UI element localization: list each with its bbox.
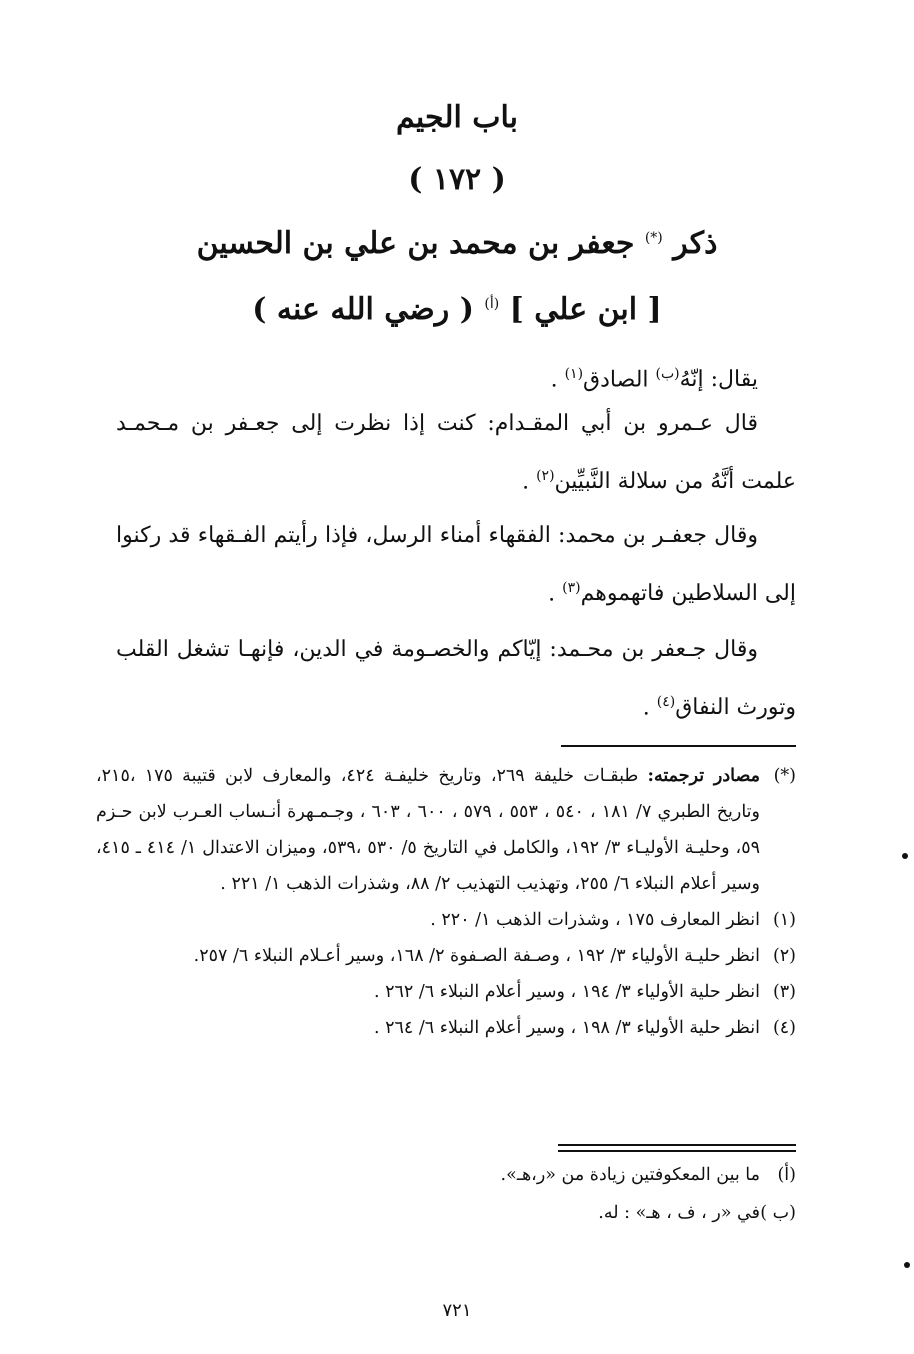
footnote-marker: (٢) <box>536 468 555 484</box>
scan-mark <box>904 1262 910 1268</box>
heading-name: جعفر بن محمد بن علي بن الحسين <box>196 226 635 261</box>
scan-mark <box>902 853 908 859</box>
variant-note-b <box>96 1194 796 1232</box>
footnote-number: (١) <box>772 910 796 930</box>
variant-text: في «ر ، ف ، هـ» : له. <box>598 1203 760 1223</box>
variant-separator <box>558 1144 796 1152</box>
footnote-sources <box>96 758 796 902</box>
variant-marker: (أ) <box>484 296 500 312</box>
footnote-text: انظر حلية الأولياء ٣/ ١٩٨ ، وسير أعلام النبلاء ٦/ ٢٦٤ . <box>373 1018 760 1038</box>
footnote-text: انظر حليـة الأولياء ٣/ ١٩٢ ، وصـفة الصـفوة ٢/ ١٦٨، وسير أعـلام النبلاء ٦/ ٢٥٧. <box>193 946 760 966</box>
entry-heading-line2 <box>0 292 914 327</box>
heading-addition: [ ابن علي ] <box>509 292 662 327</box>
heading-word: ذكر <box>673 226 718 261</box>
footnote-3 <box>96 974 796 1010</box>
variant-text: ما بين المعكوفتين زيادة من «ر،هـ». <box>500 1165 760 1185</box>
paragraph-end: . <box>550 367 558 393</box>
chapter-title: باب الجيم <box>395 100 519 135</box>
paragraph-3-text: وقال جعفـر بن محمد: الفقهاء أمناء الرسل، فإذا رأيتم الفـقهاء قد ركنوا إلى السلاطين فاتهموهم <box>116 523 796 607</box>
footnote-1 <box>96 902 796 938</box>
heading-blessing: ( رضي الله عنه ) <box>252 292 474 327</box>
variant-number: (أ) <box>777 1165 796 1185</box>
footnote-lead: مصادر ترجمته: <box>647 766 761 786</box>
paragraph-2 <box>116 398 796 508</box>
footnote-2 <box>96 938 796 974</box>
variant-note-a <box>96 1156 796 1194</box>
footnote-text: انظر المعارف ١٧٥ ، وشذرات الذهب ١/ ٢٢٠ . <box>430 910 760 930</box>
entry-number: ( ١٧٢ ) <box>408 162 506 197</box>
variant-number: (ب ) <box>760 1203 796 1223</box>
footnote-number: (٢) <box>772 946 796 966</box>
footnote-number: (*) <box>773 766 796 786</box>
source-note-marker: (*) <box>644 230 663 246</box>
entry-heading-line1 <box>0 226 914 261</box>
footnote-marker: (١) <box>564 366 584 382</box>
paragraph-end: . <box>642 695 650 721</box>
paragraph-4-text: وقال جـعفر بن محـمد: إيّاكم والخصـومة في الدين، فإنهـا تشغل القلب وتورث النفاق <box>116 637 796 721</box>
paragraph-3 <box>116 510 796 620</box>
paragraph-end: . <box>522 469 530 495</box>
footnote-marker: (٣) <box>562 580 581 596</box>
page-number: ٧٢١ <box>442 1300 472 1321</box>
paragraph-2-text: قال عـمرو بن أبي المقـدام: كنت إذا نظرت إلى جعـفر بن مـحمـد علمت أنَّهُ من سلالة النَّبيِّين <box>116 411 796 495</box>
footnote-number: (٣) <box>772 982 796 1002</box>
footnote-4 <box>96 1010 796 1046</box>
paragraph-1-text: يقال: إنّهُ <box>679 367 758 393</box>
paragraph-end: . <box>548 581 556 607</box>
footnote-text: طبقـات خليفة ٢٦٩، وتاريخ خليفـة ٤٢٤، والمعارف لابن قتيبة ١٧٥ ،٢١٥، وتاريخ الطبري ٧/ ١٨١ ، ٥٤٠ ، ٥٥٣ ، ٥٧٩ ، ٦٠٠ ، ٦٠٣ ، وجـمـهرة أنـساب العـرب لابن حـزم ٥٩، وحليـة الأوليـاء ٣/ ١٩٢، والكامل في التاريخ ٥/ ٥٣٠ ،٥٣٩، وميزان الاعتدال ١/ ٤١٤ ـ ٤١٥، وسير أعلام النبلاء ٦/ ٢٥٥، وتهذيب التهذيب ٢/ ٨٨، وشذرات الذهب ١/ ٢٢١ . <box>96 766 761 894</box>
footnotes <box>96 758 796 1046</box>
paragraph-1-text-b: الصادق <box>583 367 649 393</box>
footnote-text: انظر حلية الأولياء ٣/ ١٩٤ ، وسير أعلام النبلاء ٦/ ٢٦٢ . <box>373 982 760 1002</box>
variant-notes <box>96 1156 796 1232</box>
variant-marker: (ب) <box>655 366 680 382</box>
footnote-marker: (٤) <box>656 694 676 710</box>
paragraph-4 <box>116 624 796 734</box>
footnote-separator <box>561 745 796 747</box>
footnote-number: (٤) <box>772 1018 796 1038</box>
